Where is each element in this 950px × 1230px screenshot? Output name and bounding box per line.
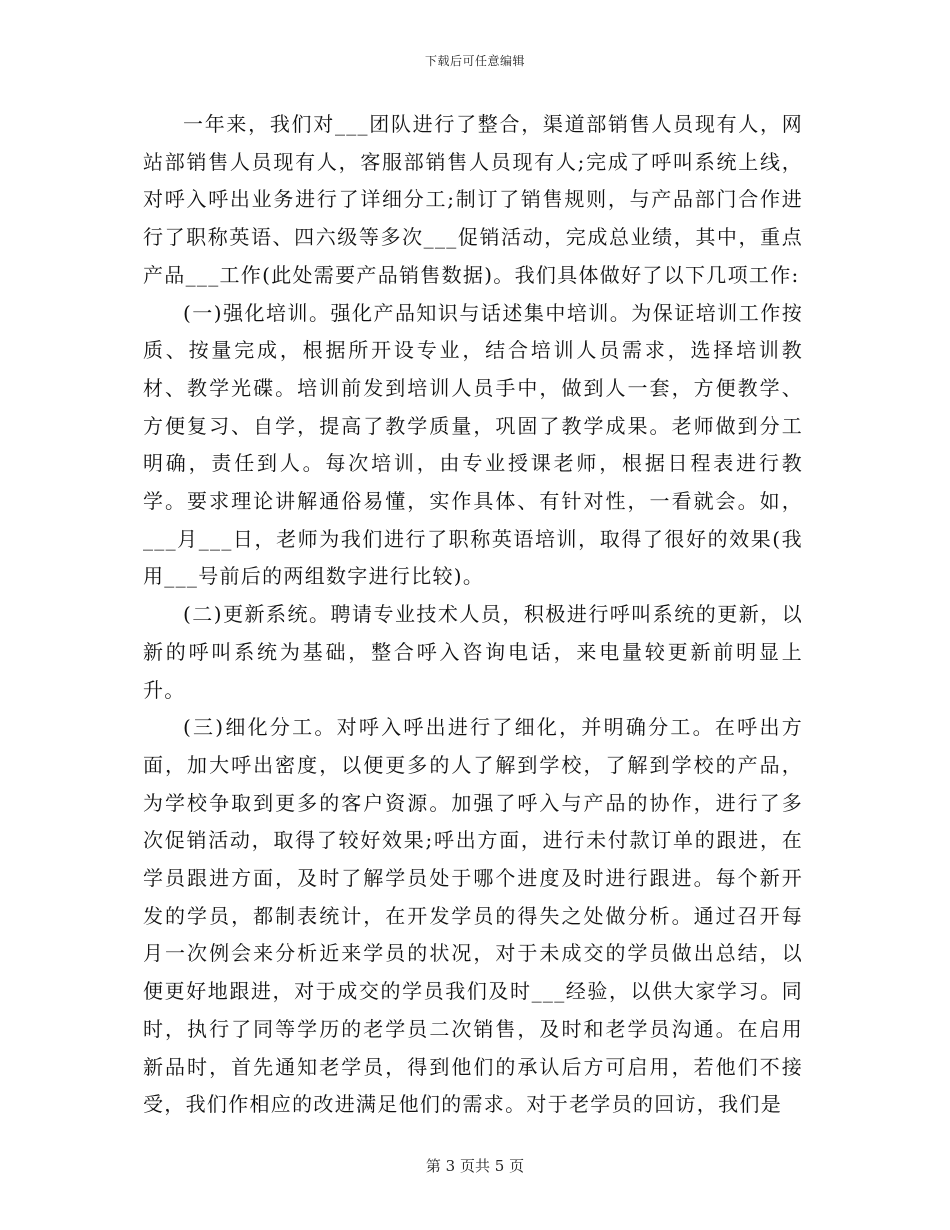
paragraph-training: (一)强化培训。强化产品知识与话述集中培训。为保证培训工作按质、按量完成，根据所开设专业，结合培训人员需求，选择培训教材、教学光碟。培训前发到培训人员手中，做到人一套，方便教学、方便复习、自学，提高了教学质量，巩固了教学成果。老师做到分工明确，责任到人。每次培训，由专业授课老师，根据日程表进行教学。要求理论讲解通俗易懂，实作具体、有针对性，一看就会。如，___月___日，老师为我们进行了职称英语培训，取得了很好的效果(我用___号前后的两组数字进行比较)。 xyxy=(143,300,803,589)
paragraph-intro: 一年来，我们对___团队进行了整合，渠道部销售人员现有人，网站部销售人员现有人，客服部销售人员现有人;完成了呼叫系统上线，对呼入呼出业务进行了详细分工;制订了销售规则，与产品部门合作进行了职称英语、四六级等多次___促销活动，完成总业绩，其中，重点产品___工作(此处需要产品销售数据)。我们具体做好了以下几项工作: xyxy=(143,112,803,287)
page-number: 第 3 页共 5 页 xyxy=(425,1157,525,1175)
page-header: 下载后可任意编辑 xyxy=(424,54,525,68)
document-body xyxy=(143,106,803,1124)
paragraph-division-of-labor: (三)细化分工。对呼入呼出进行了细化，并明确分工。在呼出方面，加大呼出密度，以便更多的人了解到学校，了解到学校的产品，为学校争取到更多的客户资源。加强了呼入与产品的协作，进行了多次促销活动，取得了较好效果;呼出方面，进行未付款订单的跟进，在学员跟进方面，及时了解学员处于哪个进度及时进行跟进。每个新开发的学员，都制表统计，在开发学员的得失之处做分析。通过召开每月一次例会来分析近来学员的状况，对于未成交的学员做出总结，以便更好地跟进，对于成交的学员我们及时___经验，以供大家学习。同时，执行了同等学历的老学员二次销售，及时和老学员沟通。在启用新品时，首先通知老学员，得到他们的承认后方可启用，若他们不接受，我们作相应的改进满足他们的需求。对于老学员的回访，我们是 xyxy=(143,715,803,1117)
paragraph-system-update: (二)更新系统。聘请专业技术人员，积极进行呼叫系统的更新，以新的呼叫系统为基础，整合呼入咨询电话，来电量较更新前明显上升。 xyxy=(143,602,803,702)
